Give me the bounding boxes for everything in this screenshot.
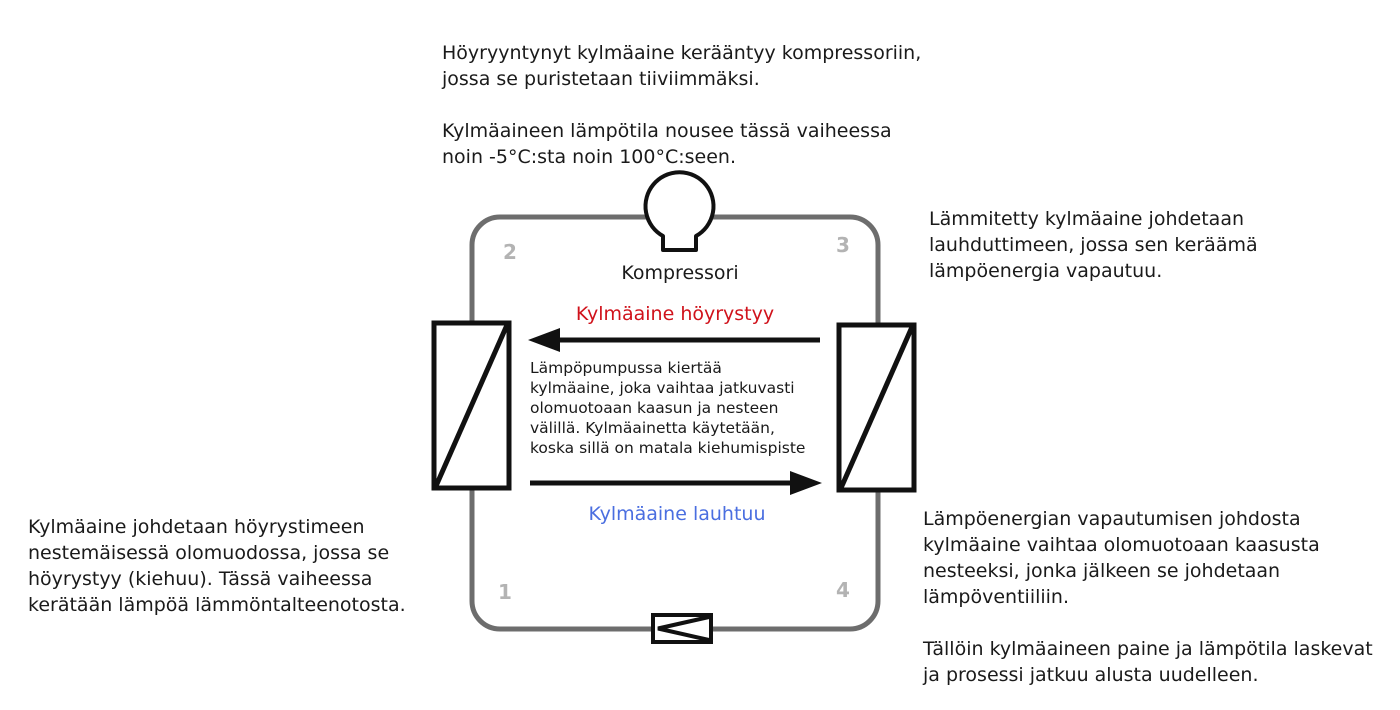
evaporator-description-line: nestemäisessä olomuodossa, jossa se: [28, 542, 390, 564]
center-explanation-line: kylmäaine, joka vaihtaa jatkuvasti: [530, 379, 795, 397]
condenser-description-line: lämpöenergia vapautuu.: [929, 260, 1163, 282]
evaporator-icon: [434, 323, 509, 488]
corner-number-4: 4: [836, 578, 850, 602]
valve-description-line: kylmäaine vaihtaa olomuotoaan kaasusta: [923, 534, 1320, 556]
condenser-description-line: lauhduttimeen, jossa sen keräämä: [929, 234, 1258, 256]
valve-description-line: nesteeksi, jonka jälkeen se johdetaan: [923, 560, 1281, 582]
valve-description-line: Lämpöenergian vapautumisen johdosta: [923, 508, 1301, 530]
center-explanation-line: Lämpöpumpussa kiertää: [530, 359, 722, 377]
valve-description-line: ja prosessi jatkuu alusta uudelleen.: [923, 664, 1259, 686]
compressor-icon: [646, 172, 714, 250]
evaporate-label: Kylmäaine höyrystyy: [575, 303, 775, 325]
corner-number-1: 1: [498, 580, 512, 604]
evaporator-description-line: kerätään lämpöä lämmöntalteenotosta.: [28, 594, 406, 616]
condenser-icon: [839, 325, 914, 490]
corner-number-2: 2: [503, 240, 517, 264]
evaporator-description-line: Kylmäaine johdetaan höyrystimeen: [28, 516, 365, 538]
compressor-description-line: jossa se puristetaan tiiviimmäksi.: [442, 68, 760, 90]
evaporate-arrow-icon: [528, 328, 820, 352]
compressor-description-line: Kylmäaineen lämpötila nousee tässä vaiheessa: [442, 120, 892, 142]
expansion-valve-icon: [653, 615, 711, 642]
condense-label: Kylmäaine lauhtuu: [588, 503, 766, 525]
evaporator-description-line: höyrystyy (kiehuu). Tässä vaiheessa: [28, 568, 373, 590]
center-explanation-line: välillä. Kylmäainetta käytetään,: [530, 419, 775, 437]
compressor-description-line: Höyryyntynyt kylmäaine kerääntyy kompressoriin,: [442, 42, 922, 64]
compressor-label: Kompressori: [621, 262, 739, 284]
valve-description-line: Tällöin kylmäaineen paine ja lämpötila laskevat: [923, 638, 1373, 660]
corner-number-3: 3: [836, 233, 850, 257]
center-explanation: [530, 358, 830, 458]
valve-description-line: lämpöventiiliin.: [923, 586, 1070, 608]
center-explanation-line: olomuotoaan kaasun ja nesteen: [530, 399, 779, 417]
condense-arrow-icon: [530, 471, 822, 495]
condenser-description-line: Lämmitetty kylmäaine johdetaan: [929, 208, 1245, 230]
compressor-description-line: noin -5°C:sta noin 100°C:seen.: [442, 146, 736, 168]
center-explanation-line: koska sillä on matala kiehumispiste: [530, 439, 806, 457]
